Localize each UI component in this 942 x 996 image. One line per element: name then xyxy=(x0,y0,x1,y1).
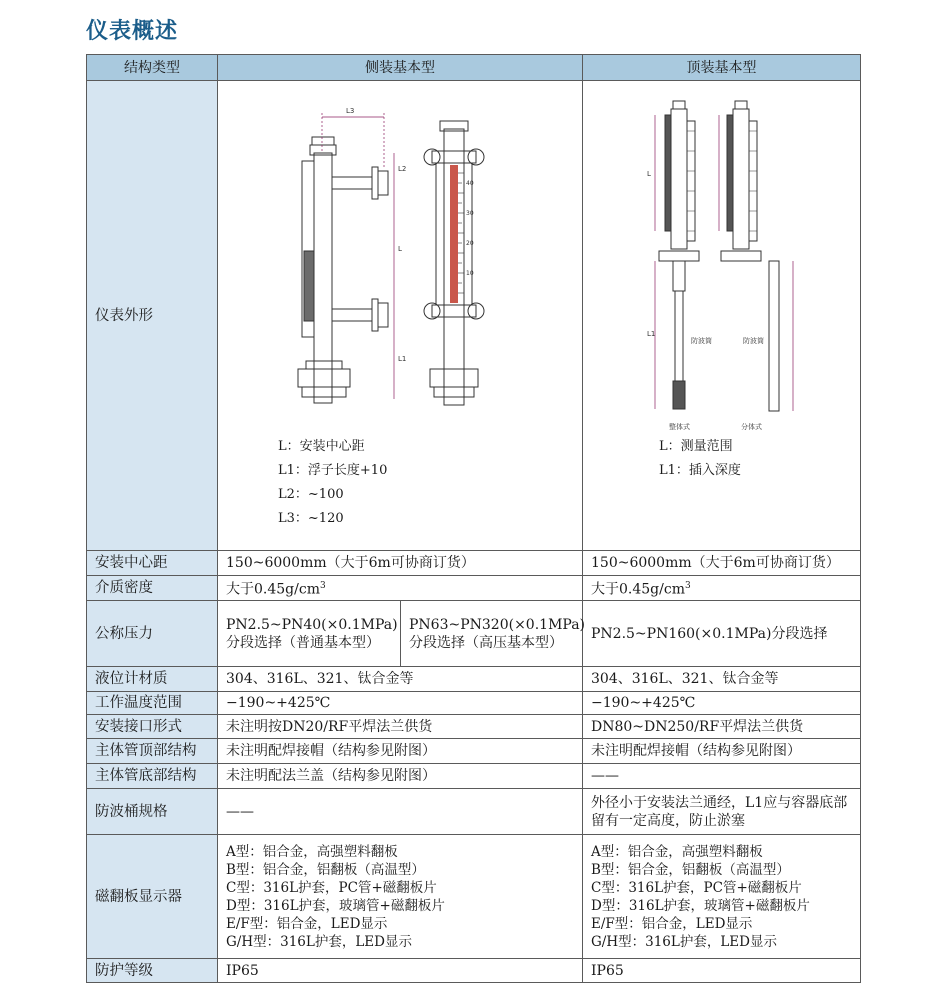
side-pressure-normal: PN2.5~PN40(×0.1MPa)分段选择（普通基本型） xyxy=(218,601,401,667)
dim-l: L xyxy=(398,245,402,253)
top-mount-drawing xyxy=(583,81,859,433)
top-center-distance: 150~6000mm（大于6m可协商订货） xyxy=(583,551,861,576)
legend-item: L1：浮子长度+10 xyxy=(278,463,388,478)
scale-mark: 10 xyxy=(466,270,474,277)
dim-l3: L3 xyxy=(346,107,355,115)
row-label-bottom-structure: 主体管底部结构 xyxy=(87,764,218,789)
dim-l1: L1 xyxy=(398,355,407,363)
top-pressure: PN2.5~PN160(×0.1MPa)分段选择 xyxy=(583,601,861,667)
display-item: G/H型：316L护套，LED显示 xyxy=(591,933,777,950)
tube-label: 防波筒 xyxy=(743,337,764,345)
top-legend xyxy=(659,435,741,483)
side-bottom-structure: 未注明配法兰盖（结构参见附图） xyxy=(218,764,583,789)
row-label-appearance: 仪表外形 xyxy=(87,81,218,551)
side-mount-drawing-cell xyxy=(218,81,583,551)
type-label-split: 分体式 xyxy=(741,423,762,431)
legend-item: L：安装中心距 xyxy=(278,439,365,454)
row-label-material: 液位计材质 xyxy=(87,667,218,692)
top-connection: DN80~DN250/RF平焊法兰供货 xyxy=(583,715,861,739)
display-item: A型：铝合金，高强塑料翻板 xyxy=(591,843,763,860)
side-mount-drawing xyxy=(218,81,582,433)
top-material: 304、316L、321、钛合金等 xyxy=(583,667,861,692)
top-density-value: 大于0.45g/cm xyxy=(591,581,685,598)
display-item: D型：316L护套，玻璃管+磁翻板片 xyxy=(226,897,445,914)
display-item: B型：铝合金，铝翻板（高温型） xyxy=(226,861,425,878)
row-label-temperature: 工作温度范围 xyxy=(87,692,218,715)
side-display xyxy=(218,835,583,959)
side-material: 304、316L、321、钛合金等 xyxy=(218,667,583,692)
display-item: C型：316L护套，PC管+磁翻板片 xyxy=(226,879,437,896)
row-label-density: 介质密度 xyxy=(87,576,218,601)
side-temperature: −190~+425℃ xyxy=(218,692,583,715)
top-protection: IP65 xyxy=(583,959,861,983)
side-wave-tube: —— xyxy=(218,789,583,835)
row-label-protection: 防护等级 xyxy=(87,959,218,983)
spec-table xyxy=(86,54,861,983)
page-title: 仪表概述 xyxy=(86,19,179,44)
row-label-display: 磁翻板显示器 xyxy=(87,835,218,959)
top-density xyxy=(583,576,861,601)
display-item: A型：铝合金，高强塑料翻板 xyxy=(226,843,398,860)
dim-l1: L1 xyxy=(647,330,656,338)
side-top-structure: 未注明配焊接帽（结构参见附图） xyxy=(218,739,583,764)
legend-item: L3：~120 xyxy=(278,511,344,526)
header-top-mount: 顶装基本型 xyxy=(583,55,861,81)
side-density-value: 大于0.45g/cm xyxy=(226,581,320,598)
side-protection: IP65 xyxy=(218,959,583,983)
scale-mark: 40 xyxy=(466,180,474,187)
header-structure-type: 结构类型 xyxy=(87,55,218,81)
top-temperature: −190~+425℃ xyxy=(583,692,861,715)
row-label-center-distance: 安装中心距 xyxy=(87,551,218,576)
display-item: C型：316L护套，PC管+磁翻板片 xyxy=(591,879,802,896)
top-top-structure: 未注明配焊接帽（结构参见附图） xyxy=(583,739,861,764)
side-density xyxy=(218,576,583,601)
side-legend xyxy=(278,435,387,531)
dim-l2: L2 xyxy=(398,165,407,173)
scale-mark: 20 xyxy=(466,240,474,247)
scale-mark: 30 xyxy=(466,210,474,217)
legend-item: L：测量范围 xyxy=(659,439,733,454)
side-density-exp: 3 xyxy=(319,581,326,592)
row-label-top-structure: 主体管顶部结构 xyxy=(87,739,218,764)
display-item: B型：铝合金，铝翻板（高温型） xyxy=(591,861,790,878)
top-wave-tube: 外径小于安装法兰通经，L1应与容器底部留有一定高度，防止淤塞 xyxy=(583,789,861,835)
header-side-mount: 侧装基本型 xyxy=(218,55,583,81)
side-center-distance: 150~6000mm（大于6m可协商订货） xyxy=(218,551,583,576)
display-item: D型：316L护套，玻璃管+磁翻板片 xyxy=(591,897,810,914)
side-connection: 未注明按DN20/RF平焊法兰供货 xyxy=(218,715,583,739)
top-bottom-structure: —— xyxy=(583,764,861,789)
display-item: E/F型：铝合金，LED显示 xyxy=(226,915,388,932)
legend-item: L2：~100 xyxy=(278,487,344,502)
dim-l: L xyxy=(647,170,651,178)
legend-item: L1：插入深度 xyxy=(659,463,741,478)
display-item: G/H型：316L护套，LED显示 xyxy=(226,933,412,950)
side-pressure-high: PN63~PN320(×0.1MPa)分段选择（高压基本型） xyxy=(401,601,583,667)
row-label-wave-tube: 防波桶规格 xyxy=(87,789,218,835)
top-display xyxy=(583,835,861,959)
display-item: E/F型：铝合金，LED显示 xyxy=(591,915,753,932)
top-mount-drawing-cell xyxy=(583,81,861,551)
row-label-pressure: 公称压力 xyxy=(87,601,218,667)
row-label-connection: 安装接口形式 xyxy=(87,715,218,739)
type-label-integral: 整体式 xyxy=(669,423,690,431)
top-density-exp: 3 xyxy=(684,581,691,592)
tube-label: 防波筒 xyxy=(691,337,712,345)
